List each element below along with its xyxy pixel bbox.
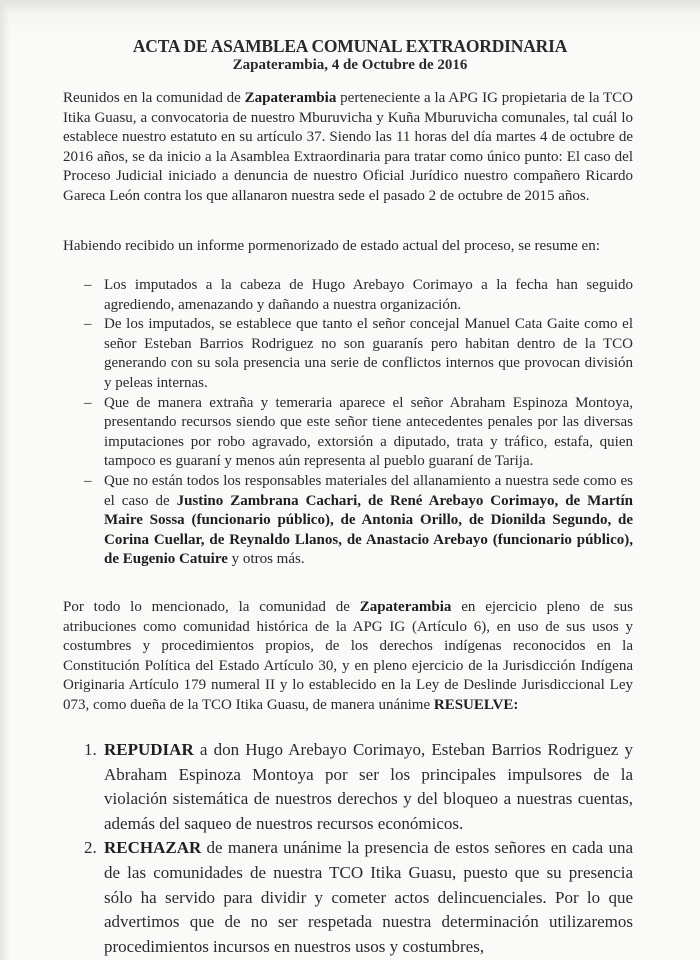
finding-item: – Los imputados a la cabeza de Hugo Arebayo Corimayo a la fecha han seguido agrediendo, amenazando y dañando a nuestra organización.: [84, 277, 633, 313]
finding-item: – De los imputados, se establece que tanto el señor concejal Manuel Cata Gaite como el señor Esteban Barrios Rodriguez no son guaranís pero habitan dentro de la TCO generando con su sola presencia una serie de conflictos internos que provocan división y peleas internas.: [84, 316, 633, 391]
dash-bullet-icon: –: [84, 472, 92, 489]
dash-bullet-icon: –: [84, 277, 92, 293]
resolution-verb: RECHAZAR: [104, 838, 202, 858]
document-subtitle: Zapaterambia, 4 de Octubre de 2016: [232, 57, 468, 73]
place-name: Zapaterambia: [359, 599, 452, 615]
resolution-paragraph: Por todo lo mencionado, la comunidad de Zapaterambia en ejercicio pleno de sus atribuciones como comunidad histórica de la APG IG (Artículo 6), en uso de sus usos y costumbres y procedimientos propios, de los derechos indígenas reconocidos en la Constitución Política del Estado Artículo 30, y en pleno ejercicio de la Jurisdicción Indígena Originaria Artículo 179 numeral II y lo establecido en la Ley de Deslinde Jurisdiccional Ley 073, como dueña de la TCO Itika Guasu, de manera unánime RESUELVE:: [63, 599, 633, 713]
resuelve-heading: RESUELVE:: [433, 696, 519, 713]
finding-item: – Que de manera extraña y temeraria aparece el señor Abraham Espinoza Montoya, presentando recursos siendo que este señor tiene antecedentes penales por las diversas imputaciones por robo agravado, extorsión a diputado, trata y tráfico, estafa, quien tampoco es guaraní y menos aún representa al pueblo guaraní de Tarija.: [84, 394, 633, 470]
named-persons: Justino Zambrana Cachari, de René Arebayo Corimayo, de Martín Maire Sossa (funcionario público), de Antonia Orillo, de Dionilda Segundo, de Corina Cuellar, de Reynaldo Llanos, de Anastacio Arebayo (funcionario público), de Eugenio Catuire: [104, 492, 633, 568]
report-intro-paragraph: Habiendo recibido un informe pormenorizado de estado actual del proceso, se resume en:: [63, 238, 600, 254]
place-name: Zapaterambia: [244, 90, 337, 106]
resolutions-list: [84, 738, 633, 959]
dash-bullet-icon: –: [84, 394, 92, 411]
dash-bullet-icon: –: [84, 316, 92, 333]
document-title: ACTA DE ASAMBLEA COMUNAL EXTRAORDINARIA: [132, 36, 568, 56]
resolution-verb: REPUDIAR: [104, 740, 194, 759]
intro-paragraph: Reunidos en la comunidad de Zapaterambia perteneciente a la APG IG propietaria de la TCO Itika Guasu, a convocatoria de nuestro Mburuvicha y Kuña Mburuvicha comunales, tal cuál lo establece nuestro estatuto en su artículo 37. Siendo las 11 horas del día martes 4 de octubre de 2016 años, se da inicio a la Asamblea Extraordinaria para tratar como único punto: El caso del Proceso Judicial iniciado a denuncia de nuestro Oficial Jurídico nuestro compañero Ricardo Gareca León contra los que allanaron nuestra sede el pasado 2 de octubre de 2015 años.: [63, 90, 633, 204]
findings-list: [84, 276, 633, 570]
resolution-item: 1. REPUDIAR a don Hugo Arebayo Corimayo, Esteban Barrios Rodriguez y Abraham Espinoza Montoya por ser los principales impulsores de la violación sistemática de nuestros derechos y del bloqueo a nuestras cuentas, además del saqueo de nuestros recursos económicos.: [84, 740, 633, 833]
finding-item: – Que no están todos los responsables materiales del allanamiento a nuestra sede como es el caso de Justino Zambrana Cachari, de René Arebayo Corimayo, de Martín Maire Sossa (funcionario público), de Antonia Orillo, de Dionilda Segundo, de Corina Cuellar, de Reynaldo Llanos, de Anastacio Arebayo (funcionario público), de Eugenio Catuire y otros más.: [84, 472, 633, 568]
resolution-item: 2. RECHAZAR de manera unánime la presencia de estos señores en cada una de las comunidades de nuestra TCO Itika Guasu, puesto que su presencia sólo ha servido para dividir y cometer actos delincuenciales. Por lo que advertimos que de no ser respetada nuestra determinación utilizaremos procedimientos incursos en nuestros usos y costumbres,: [84, 838, 633, 956]
